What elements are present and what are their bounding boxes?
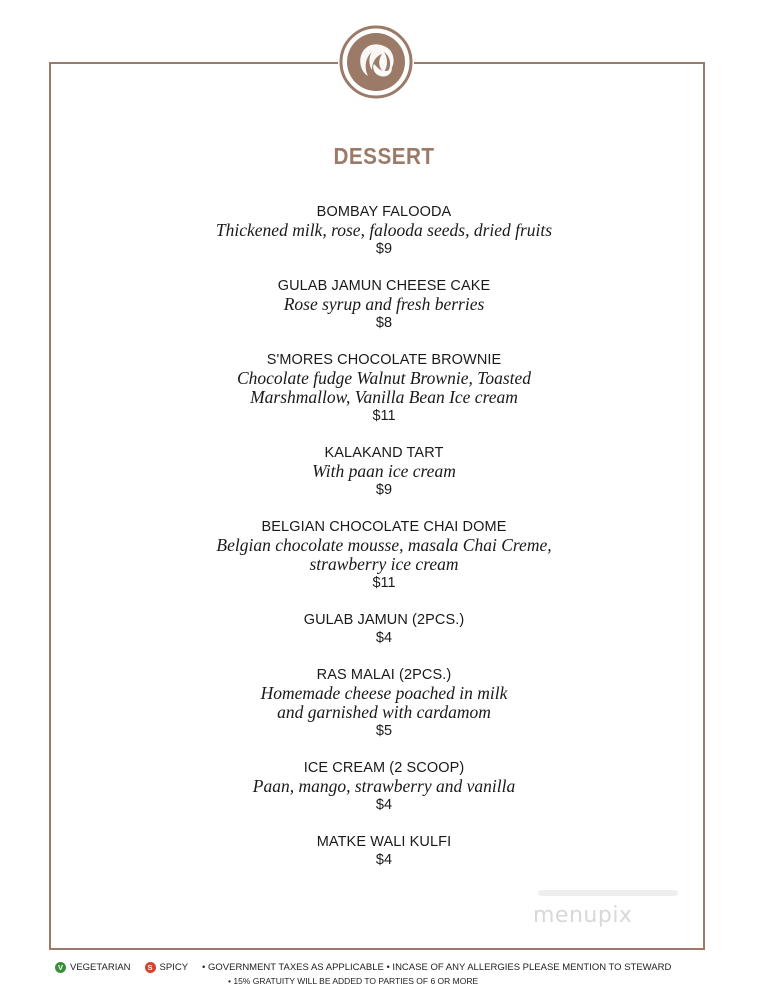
footer-notes: • GOVERNMENT TAXES AS APPLICABLE • INCASE OF ANY ALLERGIES PLEASE MENTION TO STEWARD xyxy=(202,961,672,973)
menu-item-description: Belgian chocolate mousse, masala Chai Creme, strawberry ice cream xyxy=(216,535,552,574)
menu-item-description: Homemade cheese poached in milk and garnished with cardamom xyxy=(260,683,508,722)
vegetarian-label: VEGETARIAN xyxy=(70,961,131,973)
menu-item-description: Chocolate fudge Walnut Brownie, Toasted Marshmallow, Vanilla Bean Ice cream xyxy=(236,368,532,407)
menu-item xyxy=(0,277,768,333)
menu-item-name: ICE CREAM (2 SCOOP) xyxy=(303,760,465,776)
menu-item-price: $4 xyxy=(375,797,393,813)
watermark-bar xyxy=(538,890,678,896)
menu-item-description: Paan, mango, strawberry and vanilla xyxy=(252,776,516,796)
menu-item-price: $11 xyxy=(372,408,396,424)
menu-item-price: $8 xyxy=(375,315,393,331)
menu-item-name: GULAB JAMUN (2PCS.) xyxy=(303,612,465,628)
vegetarian-legend xyxy=(55,962,131,973)
menu-item-price: $4 xyxy=(375,630,393,646)
peacock-logo-icon xyxy=(338,24,414,100)
menu-item-name: BELGIAN CHOCOLATE CHAI DOME xyxy=(261,519,507,535)
menu-item-name: KALAKAND TART xyxy=(324,445,444,461)
menu-item-name: GULAB JAMUN CHEESE CAKE xyxy=(277,278,491,294)
vegetarian-badge-icon: V xyxy=(55,962,66,973)
spicy-legend xyxy=(145,962,189,973)
spicy-badge-icon: S xyxy=(145,962,156,973)
watermark-text: menupix xyxy=(533,903,633,928)
menu-item xyxy=(0,351,768,426)
menu-item-description: Rose syrup and fresh berries xyxy=(283,294,485,314)
menu-item-name: MATKE WALI KULFI xyxy=(316,834,452,850)
menu-item xyxy=(0,444,768,500)
menu-item-name: BOMBAY FALOODA xyxy=(316,204,452,220)
section-title: DESSERT xyxy=(333,143,435,169)
menu-item xyxy=(0,666,768,741)
gratuity-note: • 15% GRATUITY WILL BE ADDED TO PARTIES OF 6 OR MORE xyxy=(228,976,479,986)
menu-item-price: $5 xyxy=(375,723,393,739)
menu-item-price: $9 xyxy=(375,241,393,257)
menu-item-price: $4 xyxy=(375,852,393,868)
menu-item-list xyxy=(0,203,768,888)
menu-item-name: S'MORES CHOCOLATE BROWNIE xyxy=(266,352,502,368)
menu-item xyxy=(0,611,768,648)
menu-item xyxy=(0,518,768,593)
menu-item-description: With paan ice cream xyxy=(312,461,456,481)
menu-item xyxy=(0,833,768,870)
menu-item-name: RAS MALAI (2PCS.) xyxy=(316,667,452,683)
spicy-label: SPICY xyxy=(159,961,189,973)
menu-item-price: $11 xyxy=(372,575,396,591)
footer-legend xyxy=(55,960,671,988)
menu-item xyxy=(0,759,768,815)
menu-item-description: Thickened milk, rose, falooda seeds, dried fruits xyxy=(215,220,553,240)
menu-item-price: $9 xyxy=(375,482,393,498)
menu-item xyxy=(0,203,768,259)
